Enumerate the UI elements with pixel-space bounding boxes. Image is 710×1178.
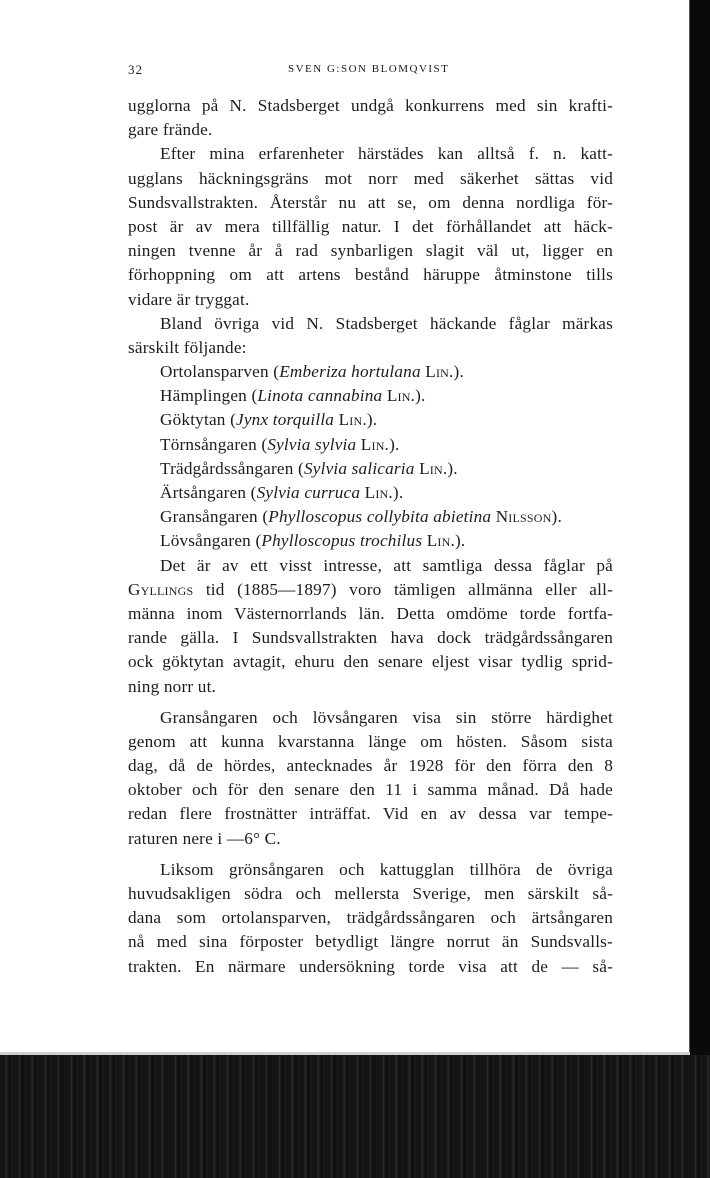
species-item: Ortolansparven (Emberiza hortulana Lin.). [160, 362, 464, 382]
text-line: redan flere frostnätter inträffat. Vid en av dessa var tempe- [128, 804, 613, 824]
text-line: männa inom Västernorrlands län. Detta omdöme torde fortfa- [128, 603, 613, 623]
text-line: Gransångaren och lövsångaren visa sin större härdighet [160, 707, 613, 727]
text-line: Liksom grönsångaren och kattugglan tillhöra de övriga [160, 859, 613, 879]
text-line: gare frände. [128, 120, 213, 140]
text-line: Efter mina erfarenheter härstädes kan alltså f. n. katt- [160, 144, 613, 164]
text-line: Bland övriga vid N. Stadsberget häckande fåglar märkas [160, 313, 613, 333]
text-line: rande gälla. I Sundsvallstrakten hava dock trädgårdssångaren [128, 628, 613, 648]
species-item: Trädgårdssångaren (Sylvia salicaria Lin.). [160, 458, 458, 478]
text-line: ugglans häckningsgräns mot norr med säkerhet sättas vid [128, 168, 613, 188]
paragraph-gap [128, 699, 613, 706]
text-line: ningen tvenne år å rad synbarligen slagit väl ut, ligger en [128, 241, 613, 261]
species-latin-name: Emberiza hortulana [279, 362, 421, 382]
scan-border-right [690, 0, 710, 1178]
species-authority: Lin. [386, 386, 416, 406]
species-authority: Lin. [338, 410, 367, 430]
page-number: 32 [128, 62, 143, 77]
species-item: Lövsångaren (Phylloscopus trochilus Lin.). [160, 531, 466, 551]
species-authority: Lin. [425, 362, 454, 382]
paragraph-gap [128, 851, 613, 858]
text-line: oktober och för den senare den 11 i samma månad. Då hade [128, 780, 613, 800]
text-line: vidare är tryggat. [128, 289, 250, 309]
text-line: nå med sina förposter betydligt längre norrut än Sundsvalls- [128, 932, 613, 952]
text-line: förhoppning om att artens bestånd häruppe åtminstone tills [128, 265, 613, 285]
body-text [128, 94, 613, 979]
text-line: ning norr ut. [128, 676, 217, 696]
species-latin-name: Sylvia salicaria [303, 458, 415, 478]
species-item: Ärtsångaren (Sylvia curruca Lin.). [160, 483, 404, 502]
species-authority: Nilsson [495, 507, 552, 527]
text-line: trakten. En närmare undersökning torde visa att de — så- [128, 956, 613, 976]
text-line: Det är av ett visst intresse, att samtliga dessa fåglar på [160, 555, 613, 575]
species-latin-name: Sylvia curruca [256, 483, 361, 502]
text-line: genom att kunna kvarstanna länge om hösten. Såsom sista [128, 731, 613, 751]
scan-border-bottom [0, 1055, 710, 1178]
species-item: Gransångaren (Phylloscopus collybita abietina Nilsson). [160, 507, 562, 527]
species-item: Göktytan (Jynx torquilla Lin.). [160, 410, 378, 430]
page-header [128, 62, 613, 84]
text-line: dag, då de hördes, antecknades år 1928 för den förra den 8 [128, 756, 613, 776]
book-page [128, 62, 613, 976]
running-head: SVEN G:SON BLOMQVIST [288, 63, 450, 75]
species-latin-name: Jynx torquilla [236, 410, 335, 430]
text-line: post är av mera tillfällig natur. I det förhållandet att häck- [128, 216, 613, 236]
text-line: Sundsvallstrakten. Återstår nu att se, om denna nordliga för- [128, 192, 613, 212]
text-line: dana som ortolansparven, trädgårdssångaren och ärtsångaren [128, 908, 613, 928]
species-latin-name: Linota cannabina [257, 386, 383, 406]
species-authority: Lin. [419, 458, 448, 478]
text-line: Gyllings tid (1885—1897) voro tämligen allmänna eller all- [128, 579, 613, 599]
species-latin-name: Phylloscopus trochilus [261, 531, 423, 551]
species-item: Törnsångaren (Sylvia sylvia Lin.). [160, 434, 400, 454]
species-latin-name: Phylloscopus collybita abietina [268, 507, 492, 527]
species-item: Hämplingen (Linota cannabina Lin.). [160, 386, 426, 406]
text-line: ock göktytan avtagit, ehuru den senare eljest visar tydlig sprid- [128, 652, 613, 672]
author-name: Gyllings [128, 579, 194, 599]
text-line: särskilt följande: [128, 337, 247, 357]
text-line: raturen nere i —6° C. [128, 828, 281, 848]
species-authority: Lin. [360, 434, 390, 454]
species-latin-name: Sylvia sylvia [267, 434, 357, 454]
text-line: huvudsakligen södra och mellersta Sverige, men särskilt så- [128, 884, 613, 903]
species-authority: Lin. [426, 531, 455, 551]
species-authority: Lin. [364, 483, 393, 502]
text-line: ugglorna på N. Stadsberget undgå konkurrens med sin krafti- [128, 96, 613, 115]
